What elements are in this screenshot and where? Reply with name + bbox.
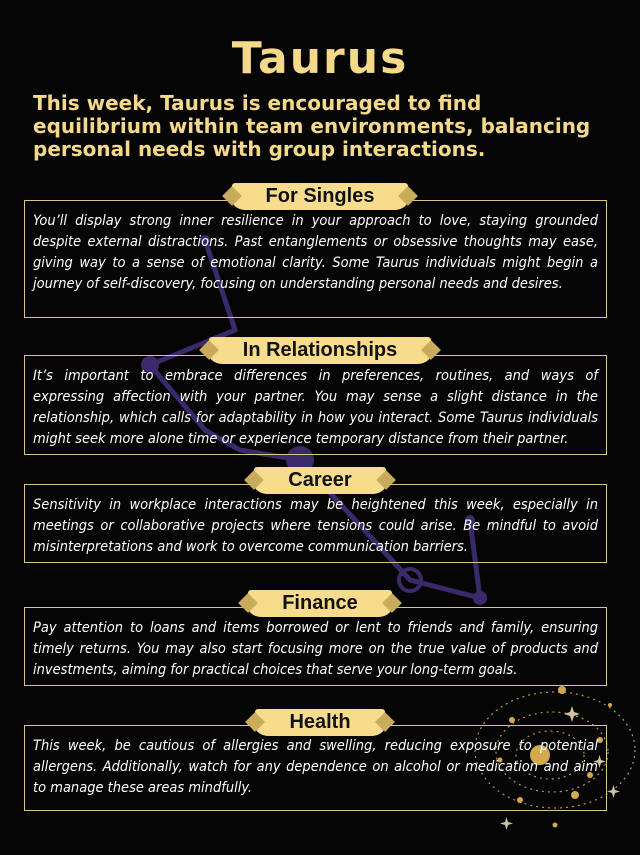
section-box-relationships (24, 355, 607, 455)
page-title: Taurus (231, 33, 409, 84)
section-text: This week, be cautious of allergies and swelling, reducing exposure to potential allergens. Additionally, watch for any dependence on alcohol or medication and aim to manage these areas mindfully. (33, 738, 598, 796)
section-text: It’s important to embrace differences in preferences, routines, and ways of expressing affection with your partner. You may sense a slight distance in the relationship, which calls for adaptability in how you interact. Some Taurus individuals might seek more alone time or experience temporary distance from their partner. (33, 368, 598, 447)
section-label-text: Finance (248, 590, 392, 617)
section-box-career (24, 484, 607, 563)
section-box-singles (24, 200, 607, 318)
section-box-health (24, 725, 607, 811)
section-box-finance (24, 607, 607, 686)
section-label-text: In Relationships (209, 337, 431, 364)
intro-text: This week, Taurus is encouraged to find equilibrium within team environments, balancing personal needs with group interactions. (33, 91, 591, 161)
section-text: You’ll display strong inner resilience in your approach to love, staying grounded despite external distractions. Past entanglements or obsessive thoughts may ease, giving way to a sense of emotional clarity. Some Taurus individuals might begin a journey of self-discovery, focusing on understanding personal needs and desires. (33, 213, 598, 292)
section-text: Pay attention to loans and items borrowed or lent to friends and family, ensuring timely returns. You may also start focusing more on the true value of products and investments, aiming for practical choices that serve your long-term goals. (33, 620, 598, 678)
section-label-text: Career (254, 467, 385, 494)
section-text: Sensitivity in workplace interactions may be heightened this week, especially in meetings or collaborative projects where tensions could arise. Be mindful to avoid misinterpretations and work to overcome communication barriers. (33, 497, 598, 555)
section-label-text: For Singles (232, 183, 409, 210)
section-label-text: Health (255, 709, 384, 736)
